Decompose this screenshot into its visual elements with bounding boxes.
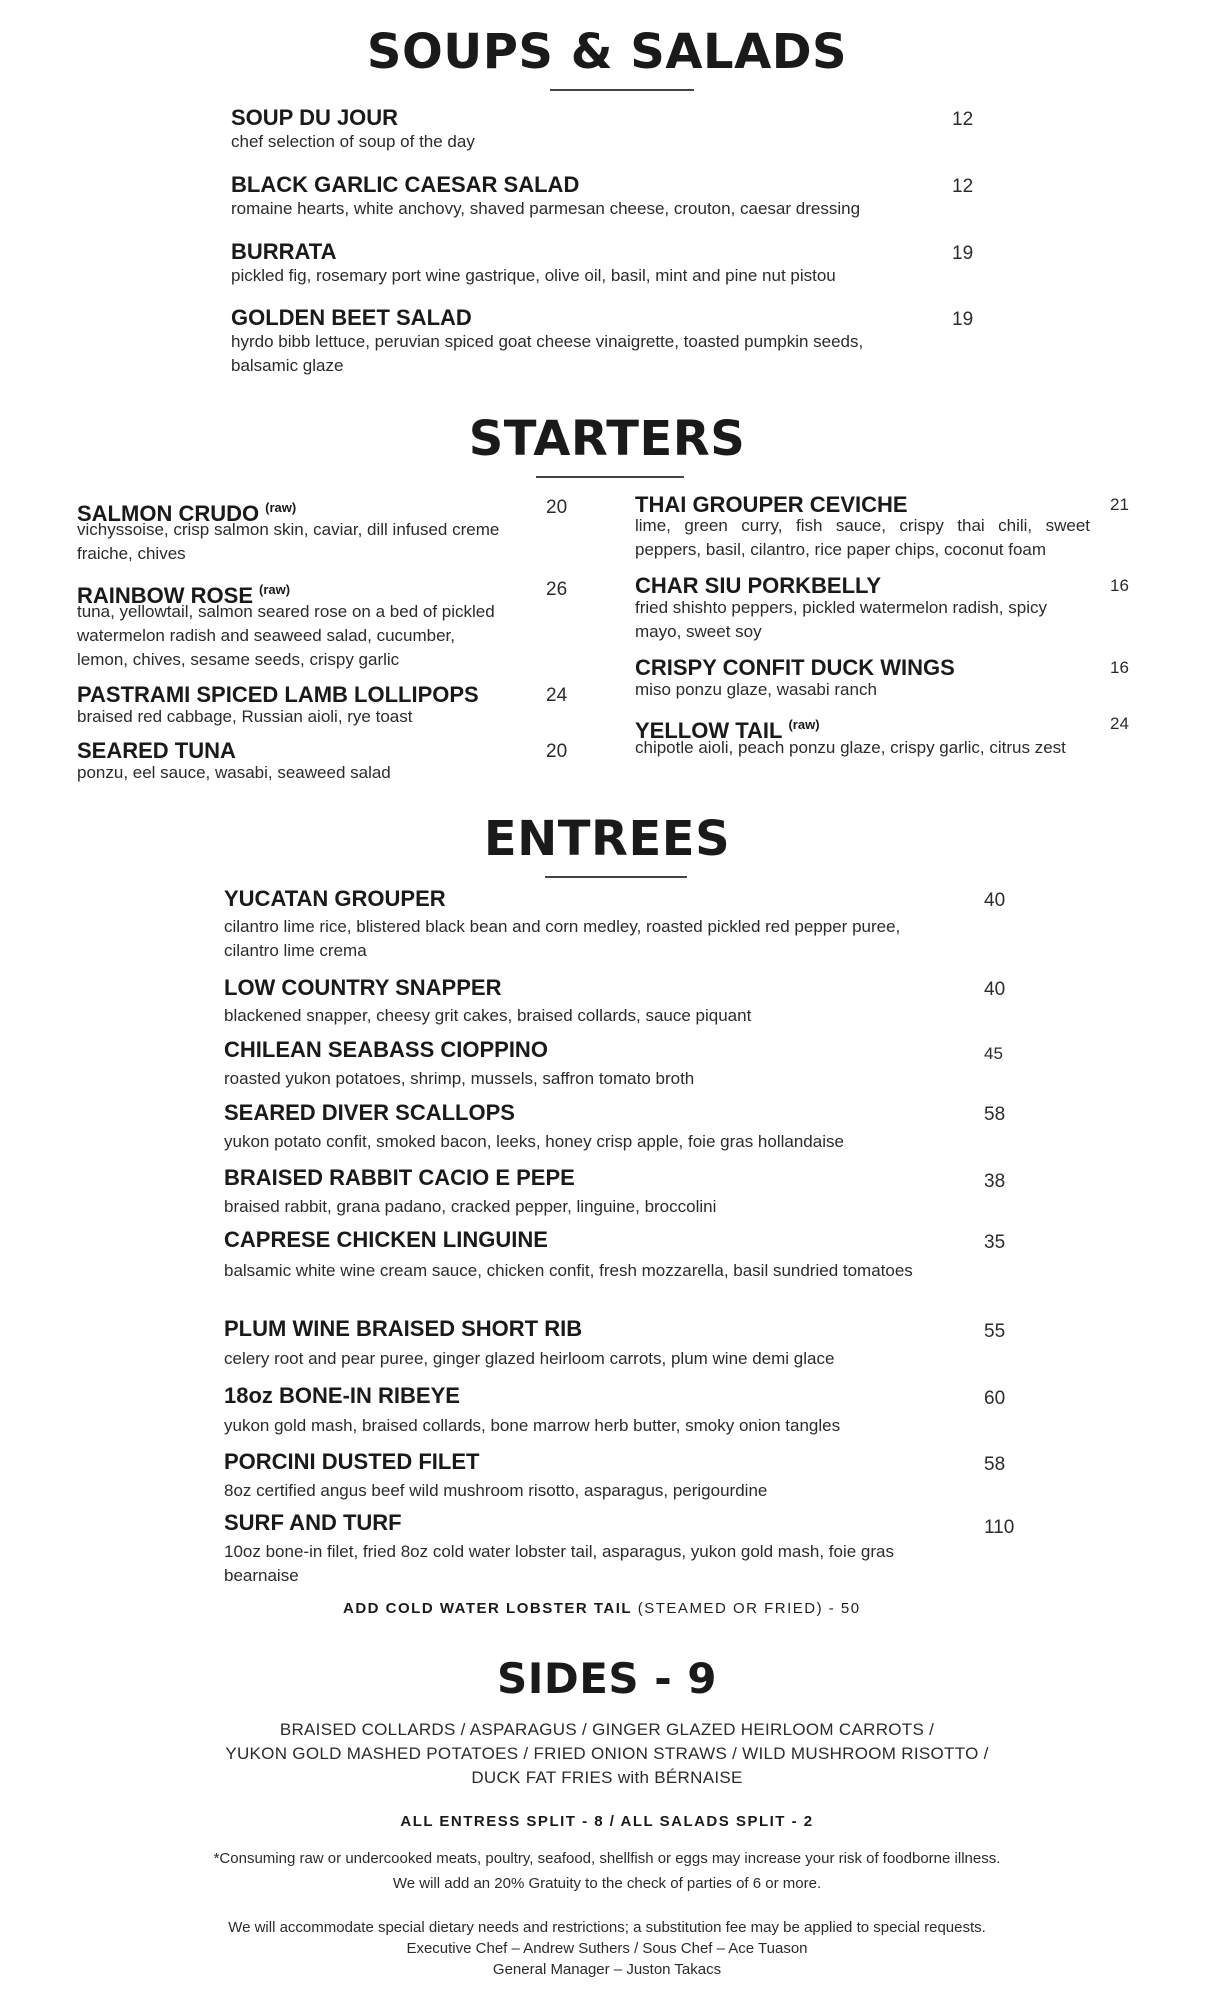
item-name-text: YELLOW TAIL — [635, 718, 783, 743]
sides-heading: SIDES - 9 — [496, 1654, 718, 1703]
item-name: CHILEAN SEABASS CIOPPINO — [224, 1037, 548, 1062]
item-price: 58 — [984, 1104, 1006, 1125]
item-name-text: SALMON CRUDO — [77, 501, 260, 526]
starters-rule — [536, 476, 684, 478]
chefs-credit: Executive Chef – Andrew Suthers / Sous Chef – Ace Tuason — [406, 1940, 808, 1957]
item-name: GOLDEN BEET SALAD — [231, 305, 472, 330]
dietary-note: We will accommodate special dietary needs and restrictions; a substitution fee may be applied to special requests. — [228, 1919, 986, 1936]
item-price: 38 — [984, 1171, 1006, 1192]
item-description: 8oz certified angus beef wild mushroom risotto, asparagus, perigourdine — [224, 1481, 768, 1500]
item-price: 40 — [984, 979, 1006, 1000]
raw-marker: (raw) — [788, 717, 820, 732]
item-name-text: RAINBOW ROSE — [77, 583, 253, 608]
item-name: SOUP DU JOUR — [231, 105, 399, 130]
split-charges: ALL ENTRESS SPLIT - 8 / ALL SALADS SPLIT - 2 — [400, 1813, 814, 1830]
raw-marker: (raw) — [265, 500, 297, 515]
entrees-rule — [545, 876, 687, 878]
item-price: 110 — [984, 1517, 1015, 1538]
item-name: PLUM WINE BRAISED SHORT RIB — [224, 1316, 583, 1341]
item-price: 55 — [984, 1321, 1006, 1342]
item-name: CAPRESE CHICKEN LINGUINE — [224, 1227, 548, 1252]
lobster-addon — [343, 1600, 861, 1617]
item-name: YUCATAN GROUPER — [224, 886, 446, 911]
item-description: lime, green curry, fish sauce, crispy thai chili, sweet peppers, basil, cilantro, rice paper chips, coconut foam — [635, 516, 1090, 559]
item-price: 58 — [984, 1454, 1006, 1475]
item-price: 24 — [1110, 714, 1129, 733]
starters-heading: STARTERS — [468, 411, 746, 467]
item-description: blackened snapper, cheesy grit cakes, braised collards, sauce piquant — [224, 1006, 752, 1025]
item-description: roasted yukon potatoes, shrimp, mussels, saffron tomato broth — [224, 1069, 695, 1088]
item-price: 45 — [984, 1044, 1003, 1063]
sides-line-2: YUKON GOLD MASHED POTATOES / FRIED ONION STRAWS / WILD MUSHROOM RISOTTO / — [225, 1744, 989, 1763]
item-name: BLACK GARLIC CAESAR SALAD — [231, 172, 580, 197]
item-description: ponzu, eel sauce, wasabi, seaweed salad — [77, 763, 391, 782]
item-price: 16 — [1110, 576, 1129, 595]
item-price: 19 — [952, 243, 974, 264]
item-description: pickled fig, rosemary port wine gastrique, olive oil, basil, mint and pine nut pistou — [231, 266, 836, 285]
item-name: PASTRAMI SPICED LAMB LOLLIPOPS — [77, 682, 479, 707]
raw-warning: *Consuming raw or undercooked meats, poultry, seafood, shellfish or eggs may increase your risk of foodborne illness. — [213, 1850, 1001, 1867]
entrees-heading: ENTREES — [483, 811, 731, 867]
item-description: miso ponzu glaze, wasabi ranch — [635, 680, 877, 699]
sides-line-3: DUCK FAT FRIES with BÉRNAISE — [471, 1768, 743, 1787]
item-description: fried shishto peppers, pickled watermelon radish, spicy mayo, sweet soy — [635, 598, 1047, 641]
item-price: 35 — [984, 1232, 1006, 1253]
item-price: 12 — [952, 176, 974, 197]
item-description: balsamic white wine cream sauce, chicken confit, fresh mozzarella, basil sundried tomatoes — [224, 1261, 913, 1280]
item-description: hyrdo bibb lettuce, peruvian spiced goat cheese vinaigrette, toasted pumpkin seeds, balsamic glaze — [231, 332, 864, 375]
item-description: vichyssoise, crisp salmon skin, caviar, dill infused creme fraiche, chives — [77, 520, 500, 563]
item-description: chef selection of soup of the day — [231, 132, 475, 151]
item-price: 19 — [952, 309, 974, 330]
gratuity-note: We will add an 20% Gratuity to the check of parties of 6 or more. — [392, 1875, 822, 1892]
lobster-addon-title: ADD COLD WATER LOBSTER TAIL — [343, 1600, 633, 1617]
item-name: CRISPY CONFIT DUCK WINGS — [635, 655, 955, 680]
item-name: LOW COUNTRY SNAPPER — [224, 975, 502, 1000]
item-description: braised red cabbage, Russian aioli, rye toast — [77, 707, 413, 726]
item-name: THAI GROUPER CEVICHE — [635, 492, 908, 517]
item-description: cilantro lime rice, blistered black bean and corn medley, roasted pickled red pepper puree, cilantro lime crema — [224, 917, 901, 960]
item-price: 16 — [1110, 658, 1129, 677]
lobster-addon-detail: (STEAMED OR FRIED) - 50 — [637, 1600, 861, 1617]
item-description: yukon gold mash, braised collards, bone marrow herb butter, smoky onion tangles — [224, 1416, 841, 1435]
item-price: 20 — [546, 741, 568, 762]
raw-marker: (raw) — [259, 582, 291, 597]
item-name: PORCINI DUSTED FILET — [224, 1449, 480, 1474]
item-price: 24 — [546, 685, 568, 706]
sides-line-1: BRAISED COLLARDS / ASPARAGUS / GINGER GLAZED HEIRLOOM CARROTS / — [279, 1720, 935, 1739]
soups-heading: SOUPS & SALADS — [366, 24, 848, 80]
item-description: 10oz bone-in filet, fried 8oz cold water lobster tail, asparagus, yukon gold mash, foie gras bearnaise — [224, 1542, 894, 1585]
item-price: 60 — [984, 1388, 1006, 1409]
item-name: SURF AND TURF — [224, 1510, 402, 1535]
item-name: CHAR SIU PORKBELLY — [635, 573, 882, 598]
manager-credit: General Manager – Juston Takacs — [492, 1961, 722, 1978]
item-description: braised rabbit, grana padano, cracked pepper, linguine, broccolini — [224, 1197, 717, 1216]
item-price: 26 — [546, 579, 568, 600]
item-description: chipotle aioli, peach ponzu glaze, crispy garlic, citrus zest — [635, 738, 1066, 757]
item-price: 21 — [1110, 495, 1129, 514]
item-name: BURRATA — [231, 239, 337, 264]
item-name: SEARED DIVER SCALLOPS — [224, 1100, 515, 1125]
soups-rule — [550, 89, 694, 91]
item-description: yukon potato confit, smoked bacon, leeks, honey crisp apple, foie gras hollandaise — [224, 1132, 844, 1151]
item-price: 20 — [546, 497, 568, 518]
item-description: romaine hearts, white anchovy, shaved parmesan cheese, crouton, caesar dressing — [231, 199, 861, 218]
item-price: 40 — [984, 890, 1006, 911]
item-name: SEARED TUNA — [77, 738, 236, 763]
item-price: 12 — [952, 109, 974, 130]
item-name: BRAISED RABBIT CACIO E PEPE — [224, 1165, 575, 1190]
item-description: celery root and pear puree, ginger glazed heirloom carrots, plum wine demi glace — [224, 1349, 835, 1368]
item-description: tuna, yellowtail, salmon seared rose on a bed of pickled watermelon radish and seaweed salad, cucumber, lemon, chives, sesame seeds, crispy garlic — [77, 602, 495, 669]
item-name: 18oz BONE-IN RIBEYE — [224, 1383, 460, 1408]
